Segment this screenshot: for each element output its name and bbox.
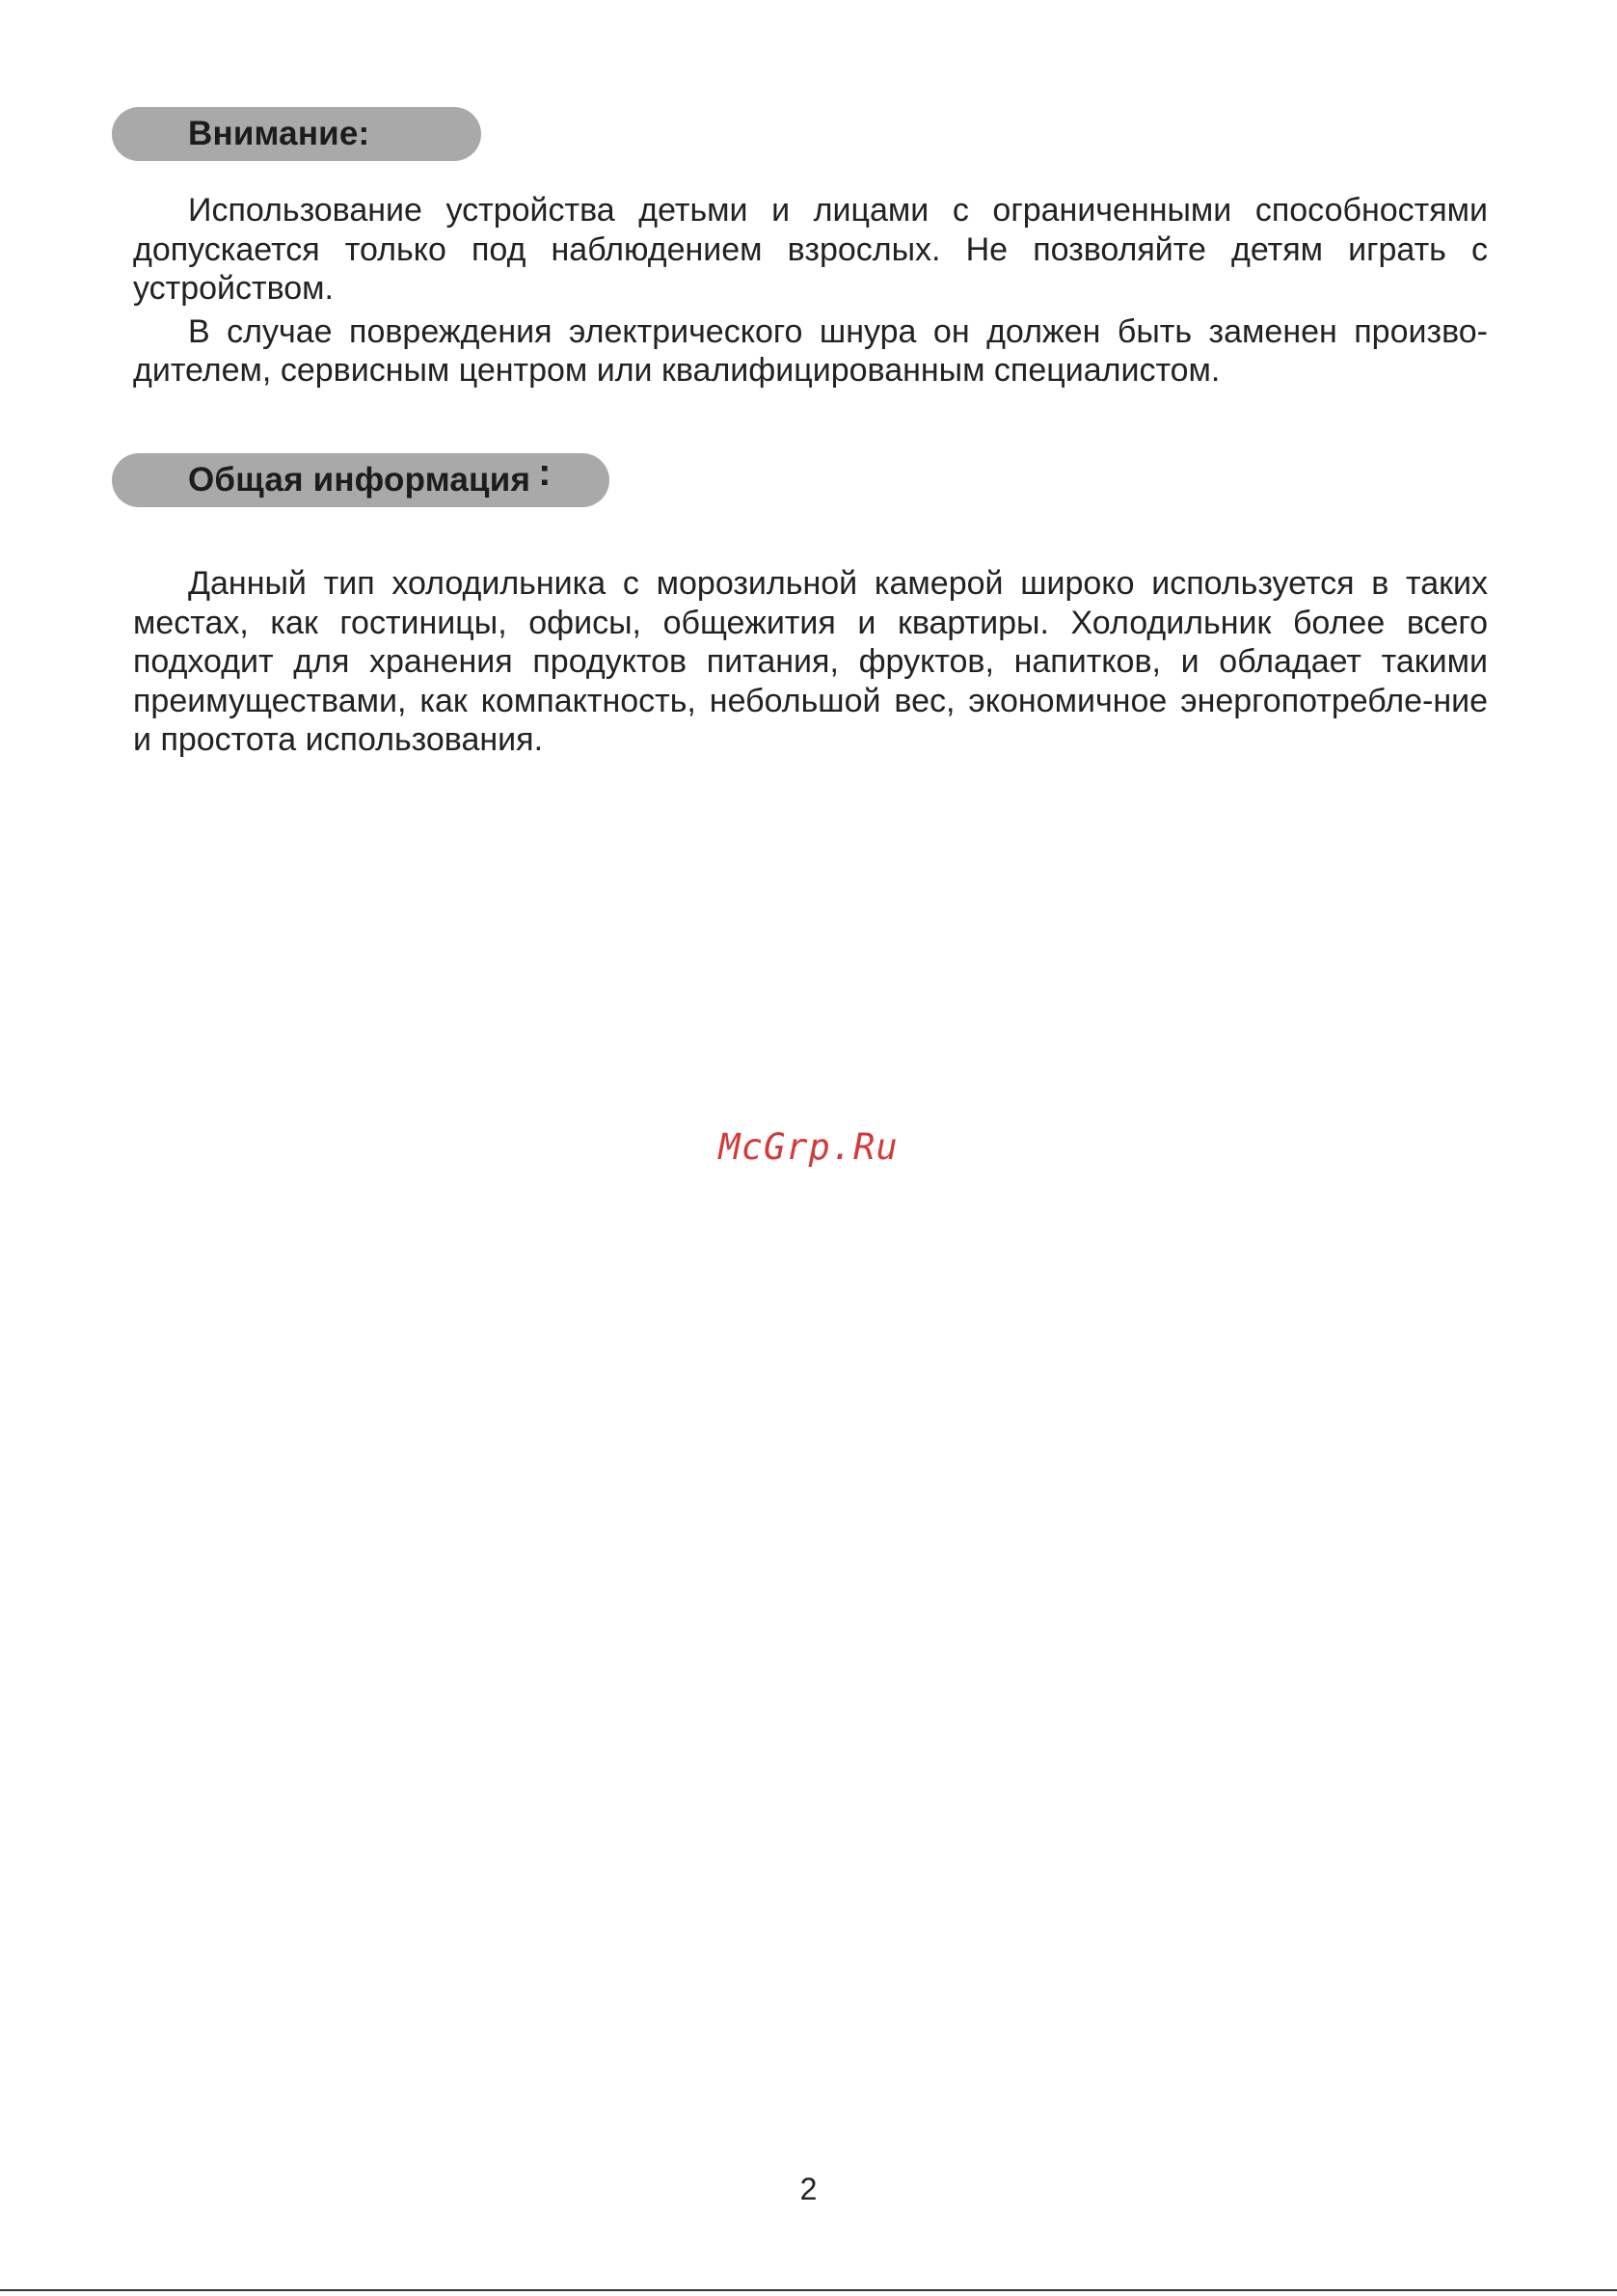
warning-paragraph-1: Использование устройства детьми и лицами с ограниченными способностями допускается только под наблюдением взрослых. Не позволяйте детям играть с устройством.	[133, 192, 1488, 307]
watermark: McGrp.Ru	[718, 1126, 899, 1168]
general-info-text-block	[133, 564, 1488, 760]
section-title-general-info: Общая информация	[188, 461, 531, 499]
section-title-colon: :	[538, 450, 552, 494]
page-number: 2	[799, 2172, 818, 2206]
section-header-warning	[112, 107, 481, 161]
general-info-paragraph-1: Данный тип холодильника с морозильной камерой широко используется в таких местах, как гостиницы, офисы, общежития и квартиры. Холодильник более всего подходит для хранения продуктов питания, фруктов, напитков, и обладает такими преимуществами, как компактность, небольшой вес, экономичное энергопотребле-ние и простота использования.	[133, 565, 1488, 758]
section-title-warning: Внимание:	[188, 115, 370, 152]
bottom-divider	[0, 2289, 1617, 2291]
warning-text-block	[133, 191, 1488, 391]
section-header-general-info	[112, 450, 609, 507]
warning-paragraph-2: В случае повреждения электрического шнура он должен быть заменен произво-дителем, сервисным центром или квалифицированным специалистом.	[133, 312, 1488, 389]
